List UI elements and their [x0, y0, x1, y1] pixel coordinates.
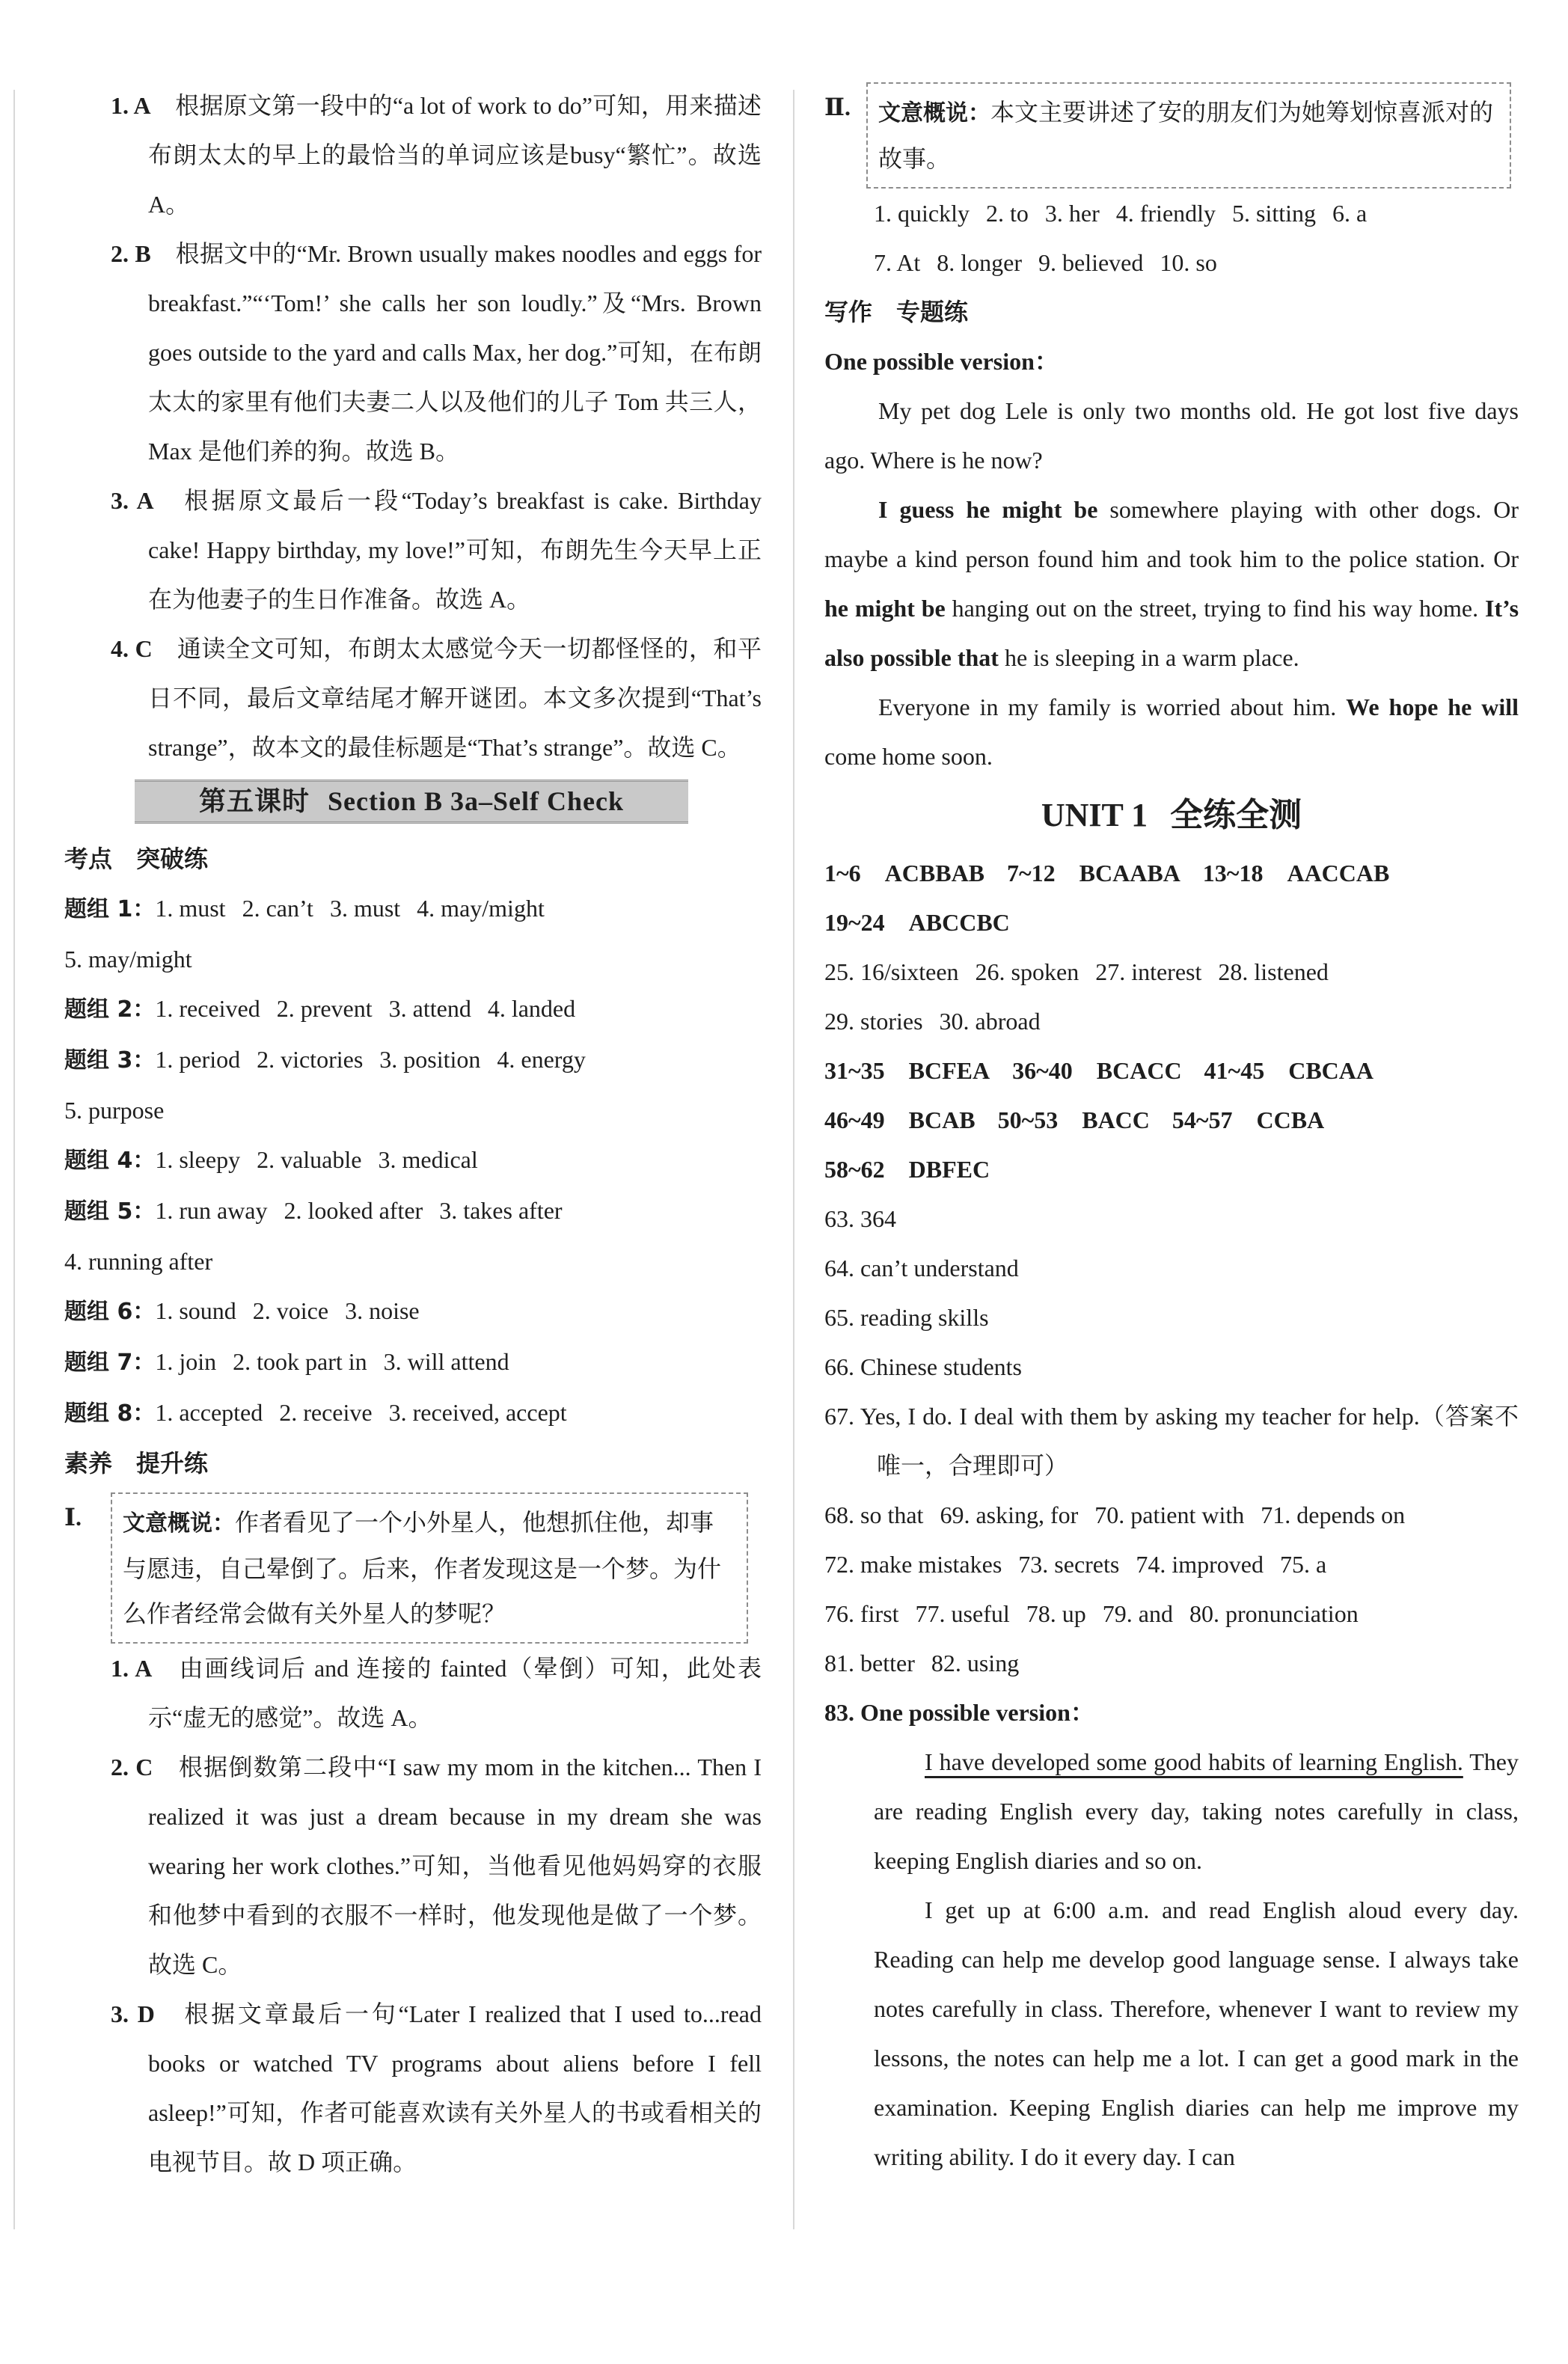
- column-divider: [793, 90, 794, 2229]
- left-margin-line: [13, 90, 15, 2229]
- group-5-cont: 4. running after: [64, 1248, 213, 1275]
- fill-row-4: 72. make mistakes 73. secrets 74. improved 75. a: [824, 1551, 1327, 1578]
- ii-answers-line-1: 1. quickly 2. to 3. her 4. friendly 5. sitting 6. a: [874, 200, 1368, 227]
- group-3: 题组 3：1. period 2. victories 3. position 4. energy: [64, 1046, 586, 1074]
- summary-box-1: [64, 1492, 762, 1644]
- roman-numeral-2: Ⅱ.: [824, 94, 851, 120]
- mc-row-4: 46~49 BCAB 50~53 BACC 54~57 CCBA: [824, 1106, 1325, 1133]
- unit-title: UNIT 1 全练全测: [1041, 796, 1302, 834]
- group-8: 题组 8：1. accepted 2. receive 3. received, accept: [64, 1399, 567, 1427]
- mc-row-2: 19~24 ABCCBC: [824, 909, 1010, 936]
- fill-row-6: 81. better 82. using: [824, 1650, 1020, 1676]
- mc-row-3: 31~35 BCFEA 36~40 BCACC 41~45 CBCAA: [824, 1057, 1373, 1084]
- essay2-paragraph-1: I have developed some good habits of learning English. They are reading English every day, taking notes carefully in class, keeping English diaries and so on.: [874, 1748, 1519, 1874]
- fill-row-2: 29. stories 30. abroad: [824, 1008, 1041, 1035]
- suyang-heading: 素养 提升练: [64, 1449, 209, 1478]
- ii-answers-line-2: 7. At 8. longer 9. believed 10. so: [874, 249, 1217, 276]
- summary-text-1: 文意概说：作者看见了一个小外星人，他想抓住他，却事与愿违，自己晕倒了。后来，作者发现这是一个梦。为什么作者经常会做有关外星人的梦呢？: [111, 1492, 748, 1644]
- summary-text-2: 文意概说：本文主要讲述了安的朋友们为她筹划惊喜派对的故事。: [866, 82, 1511, 189]
- essay-paragraph-2: I guess he might be somewhere playing with other dogs. Or maybe a kind person found him and took him to the police station. Or he might be hanging out on the street, trying to find his way home. It’s also possible that he is sleeping in a warm place.: [824, 496, 1519, 671]
- group-7: 题组 7：1. join 2. took part in 3. will attend: [64, 1348, 509, 1376]
- essay2-paragraph-2: I get up at 6:00 a.m. and read English aloud every day. Reading can help me develop good language sense. I always take notes carefully in class. Therefore, whenever I want to review my lessons, the notes can help me a lot. I can get a good mark in the examination. Keeping English diaries can help me improve my writing ability. I do it every day. I can: [874, 1896, 1519, 2170]
- essay-paragraph-1: My pet dog Lele is only two months old. He got lost five days ago. Where is he now?: [824, 397, 1519, 474]
- answer-3: 3. A 根据原文最后一段“Today’s breakfast is cake. Birthday cake! Happy birthday, my love!”可知，布朗先生今天早上正在为他妻子的生日作准备。故选 A。: [111, 487, 762, 613]
- possible-version-label: One possible version：: [824, 348, 1059, 375]
- fill-row-1: 25. 16/sixteen 26. spoken 27. interest 28. listened: [824, 958, 1329, 985]
- summary-box-2: [824, 82, 1519, 189]
- answer-b1: 1. A 由画线词后 and 连接的 fainted（晕倒）可知，此处表示“虚无的感觉”。故选 A。: [111, 1655, 762, 1731]
- group-6: 题组 6：1. sound 2. voice 3. noise: [64, 1297, 420, 1325]
- left-column: [64, 81, 762, 2187]
- answer-65: 65. reading skills: [824, 1304, 989, 1331]
- section-title: 第五课时 Section B 3a–Self Check: [135, 780, 688, 824]
- group-1-cont: 5. may/might: [64, 946, 192, 973]
- mc-row-1: 1~6 ACBBAB 7~12 BCAABA 13~18 AACCAB: [824, 860, 1390, 886]
- fill-row-5: 76. first 77. useful 78. up 79. and 80. pronunciation: [824, 1600, 1359, 1627]
- answer-66: 66. Chinese students: [824, 1353, 1022, 1380]
- answer-63: 63. 364: [824, 1205, 896, 1232]
- answer-1: 1. A 根据原文第一段中的“a lot of work to do”可知，用来描述布朗太太的早上的最恰当的单词应该是busy“繁忙”。故选 A。: [111, 92, 762, 218]
- answer-2: 2. B 根据文中的“Mr. Brown usually makes noodles and eggs for breakfast.”“‘Tom!’ she calls her son loudly.”及“Mrs. Brown goes outside to the yard and calls Max, her dog.”可知，在布朗太太的家里有他们夫妻二人以及他们的儿子 Tom 共三人，Max 是他们养的狗。故选 B。: [111, 240, 762, 465]
- fill-row-3: 68. so that 69. asking, for 70. patient with 71. depends on: [824, 1501, 1406, 1528]
- group-1: 题组 1：1. must 2. can’t 3. must 4. may/might: [64, 895, 545, 922]
- answer-67: 67. Yes, I do. I deal with them by asking my teacher for help.（答案不唯一，合理即可）: [824, 1403, 1519, 1479]
- answer-b3: 3. D 根据文章最后一句“Later I realized that I used to...read books or watched TV programs about aliens before I fell asleep!”可知，作者可能喜欢读有关外星人的书或看相关的电视节目。故 D 项正确。: [111, 2000, 762, 2175]
- right-column: [824, 81, 1519, 2181]
- group-4: 题组 4：1. sleepy 2. valuable 3. medical: [64, 1146, 478, 1174]
- roman-numeral-1: Ⅰ.: [64, 1504, 82, 1531]
- group-5: 题组 5：1. run away 2. looked after 3. takes after: [64, 1197, 563, 1225]
- answer-4: 4. C 通读全文可知，布朗太太感觉今天一切都怪怪的，和平日不同，最后文章结尾才解开谜团。本文多次提到“That’s strange”，故本文的最佳标题是“That’s strange”。故选 C。: [111, 635, 762, 761]
- kaodian-heading: 考点 突破练: [64, 845, 209, 873]
- answer-64: 64. can’t understand: [824, 1255, 1019, 1281]
- answer-83-label: 83. One possible version：: [824, 1699, 1094, 1726]
- group-2: 题组 2：1. received 2. prevent 3. attend 4. landed: [64, 995, 576, 1023]
- essay-paragraph-3: Everyone in my family is worried about him. We hope he will come home soon.: [824, 693, 1519, 770]
- writing-heading: 写作 专题练: [824, 298, 969, 326]
- answer-b2: 2. C 根据倒数第二段中“I saw my mom in the kitchen... Then I realized it was just a dream because in my dream she was wearing her work clothes.”可知，当他看见他妈妈穿的衣服和他梦中看到的衣服不一样时，他发现他是做了一个梦。故选 C。: [111, 1754, 762, 1978]
- mc-row-5: 58~62 DBFEC: [824, 1156, 990, 1183]
- group-3-cont: 5. purpose: [64, 1097, 165, 1124]
